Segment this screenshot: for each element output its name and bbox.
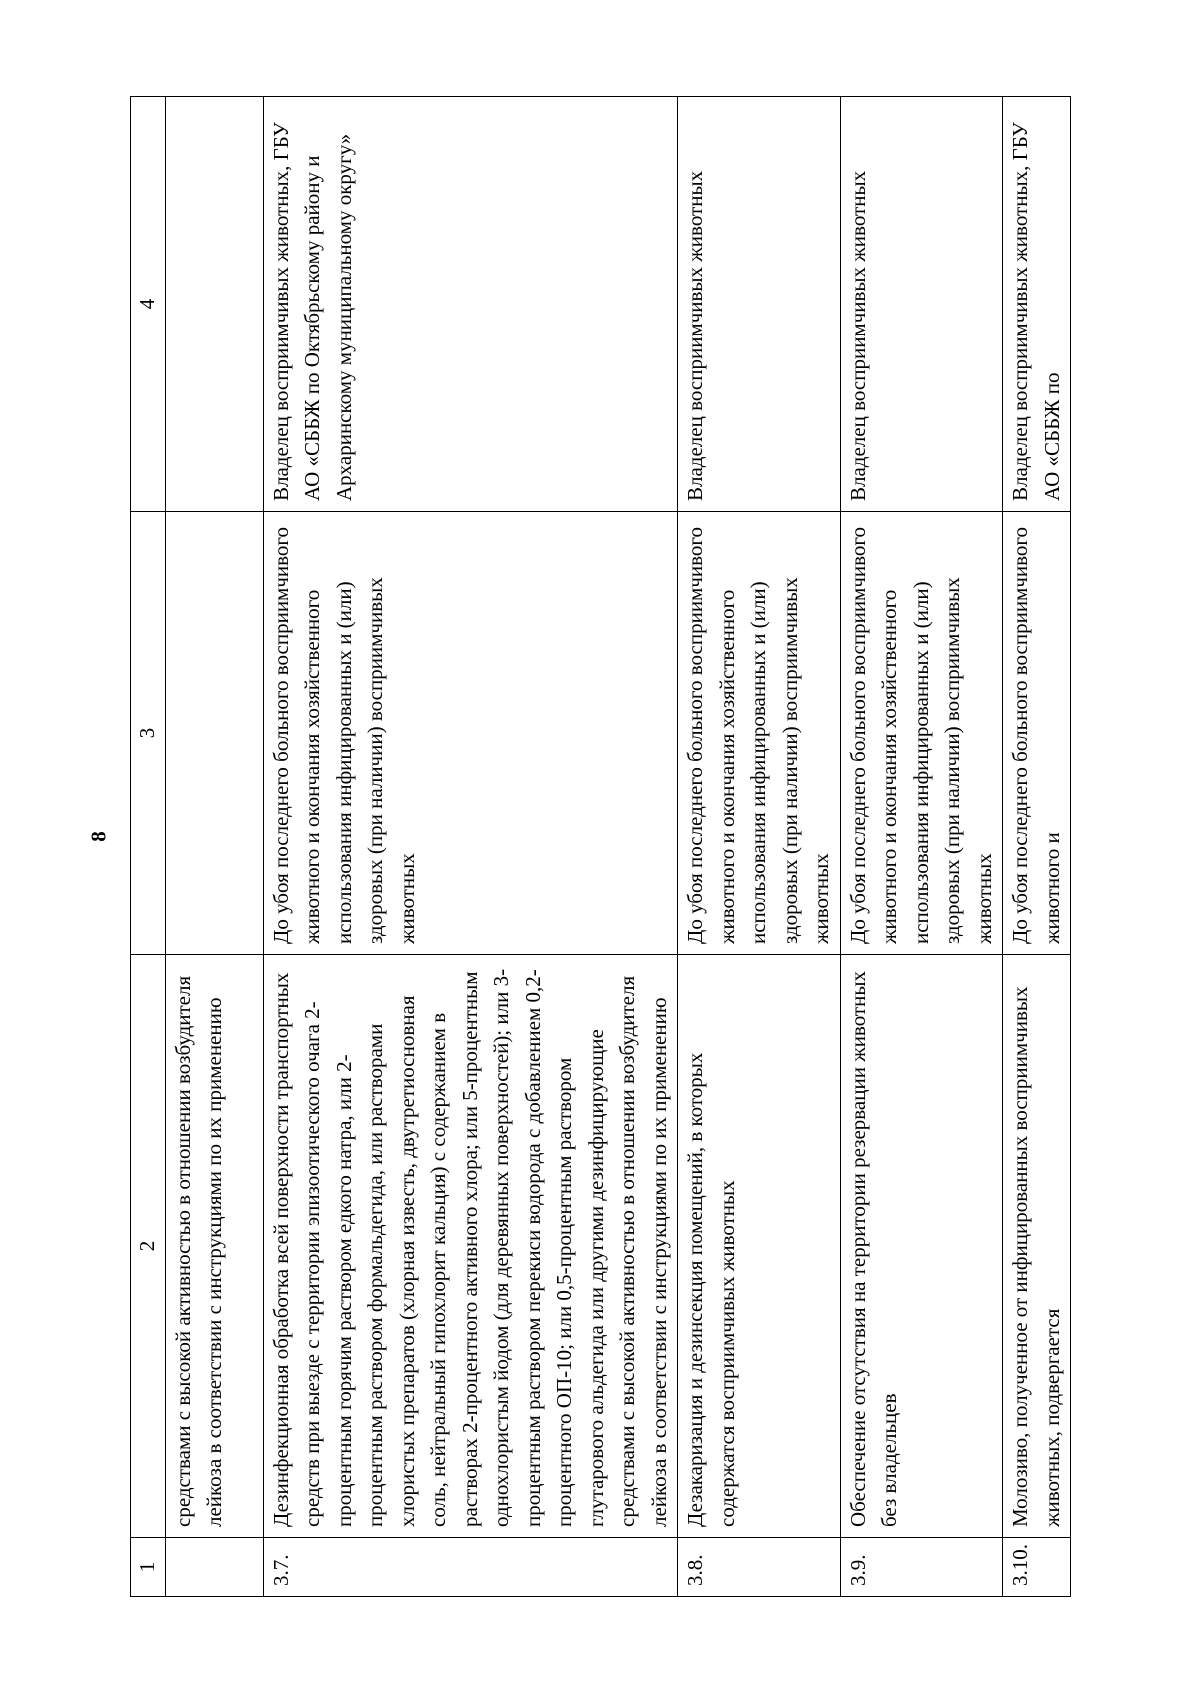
row-responsible: Владелец восприимчивых животных — [840, 97, 1003, 512]
table-row — [263, 97, 678, 1597]
row-number: 3.8. — [678, 1538, 841, 1597]
table-header-row — [131, 97, 166, 1597]
row-term: До убоя последнего больного восприимчивого животного и — [1003, 512, 1071, 955]
column-header: 2 — [131, 955, 166, 1538]
table-row — [1003, 97, 1071, 1597]
row-number: 3.9. — [840, 1538, 1003, 1597]
row-responsible: Владелец восприимчивых животных — [678, 97, 841, 512]
measures-table — [130, 96, 1071, 1597]
row-responsible: Владелец восприимчивых животных, ГБУ АО «СББЖ по — [1003, 97, 1071, 512]
row-term: До убоя последнего больного восприимчивого животного и окончания хозяйственного использования инфицированных и (или) здоровых (при наличии) восприимчивых животных — [678, 512, 841, 955]
row-number — [165, 1538, 263, 1597]
row-action: средствами с высокой активностью в отношении возбудителя лейкоза в соответствии с инструкциями по их применению — [165, 955, 263, 1538]
row-action: Обеспечение отсутствия на территории резервации животных без владельцев — [840, 955, 1003, 1538]
table-row — [678, 97, 841, 1597]
row-responsible — [165, 97, 263, 512]
row-action: Дезинфекционная обработка всей поверхности транспортных средств при выезде с территории эпизоотического очага 2-процентным горячим раствором едкого натра, или 2-процентным раствором формальдегида, или растворами хлористых препаратов (хлорная известь, двутретиосновная соль, нейтральный гипохлорит кальция) с содержанием в растворах 2-процентного активного хлора; или 5-процентным однохлористым йодом (для деревянных поверхностей); или 3-процентным раствором перекиси водорода с добавлением 0,2-процентного ОП-10; или 0,5-процентным раствором глутарового альдегида или другими дезинфицирующие средствами с высокой активностью в отношении возбудителя лейкоза в соответствии с инструкциями по их применению — [263, 955, 678, 1538]
table-row — [840, 97, 1003, 1597]
row-action: Дезакаризация и дезинсекция помещений, в которых содержатся восприимчивых животных — [678, 955, 841, 1538]
page-number: 8 — [86, 831, 111, 842]
row-number: 3.10. — [1003, 1538, 1071, 1597]
row-term — [165, 512, 263, 955]
row-action: Молозиво, полученное от инфицированных восприимчивых животных, подвергается — [1003, 955, 1071, 1538]
row-responsible: Владелец восприимчивых животных, ГБУ АО «СББЖ по Октябрьскому району и Архаринскому муниципальному округу» — [263, 97, 678, 512]
row-number: 3.7. — [263, 1538, 678, 1597]
row-term: До убоя последнего больного восприимчивого животного и окончания хозяйственного использования инфицированных и (или) здоровых (при наличии) восприимчивых животных — [263, 512, 678, 955]
column-header: 1 — [131, 1538, 166, 1597]
row-term: До убоя последнего больного восприимчивого животного и окончания хозяйственного использования инфицированных и (или) здоровых (при наличии) восприимчивых животных — [840, 512, 1003, 955]
table-row — [165, 97, 263, 1597]
rotated-page — [130, 97, 1075, 1597]
column-header: 3 — [131, 512, 166, 955]
column-header: 4 — [131, 97, 166, 512]
